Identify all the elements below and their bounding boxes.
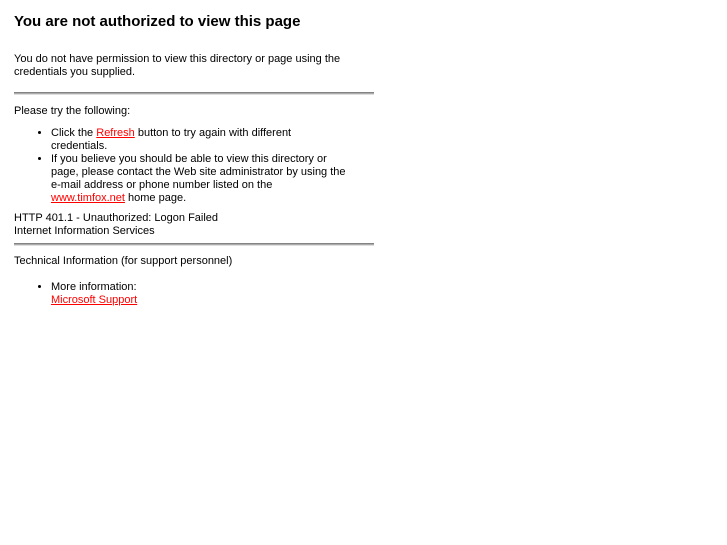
refresh-suggestion-line-1 — [51, 127, 374, 140]
refresh-suggestion-item — [51, 127, 374, 153]
technical-info-heading: Technical Information (for support personnel) — [14, 255, 233, 267]
suggestions-list — [14, 127, 374, 205]
contact-line-2: page, please contact the Web site administrator by using the — [51, 166, 346, 178]
more-information-item — [51, 281, 374, 307]
server-name-text: Internet Information Services — [14, 225, 155, 237]
technical-info-list — [14, 281, 374, 307]
home-page-text: home page. — [124, 192, 187, 204]
intro-paragraph — [14, 53, 374, 79]
intro-line-1: You do not have permission to view this directory or page using the — [14, 53, 341, 65]
more-information-label: • More information: — [51, 281, 137, 293]
timfox-home-link[interactable]: www.timfox.net — [51, 192, 125, 204]
refresh-text-post: button to try again with different — [134, 127, 292, 139]
microsoft-support-link[interactable]: Microsoft Support — [51, 294, 138, 306]
status-block — [14, 212, 374, 238]
contact-line-4 — [51, 192, 374, 205]
refresh-text-pre: Click the — [51, 127, 97, 139]
http-status-text: HTTP 401.1 - Unauthorized: Logon Failed — [14, 212, 219, 224]
try-following-heading: Please try the following: — [14, 105, 131, 117]
error-page-content — [14, 13, 374, 307]
contact-line-3: e-mail address or phone number listed on the — [51, 179, 273, 191]
refresh-suggestion-line-2: credentials. — [51, 140, 108, 152]
contact-line-1: • If you believe you should be able to view this directory or — [51, 153, 327, 165]
top-divider — [14, 92, 374, 95]
intro-line-2: credentials you supplied. — [14, 66, 136, 78]
bottom-divider — [14, 243, 374, 246]
more-information-link-line — [51, 294, 374, 307]
refresh-link[interactable]: Refresh — [96, 127, 135, 139]
contact-admin-suggestion-item — [51, 153, 374, 205]
page-title: You are not authorized to view this page — [14, 13, 301, 30]
